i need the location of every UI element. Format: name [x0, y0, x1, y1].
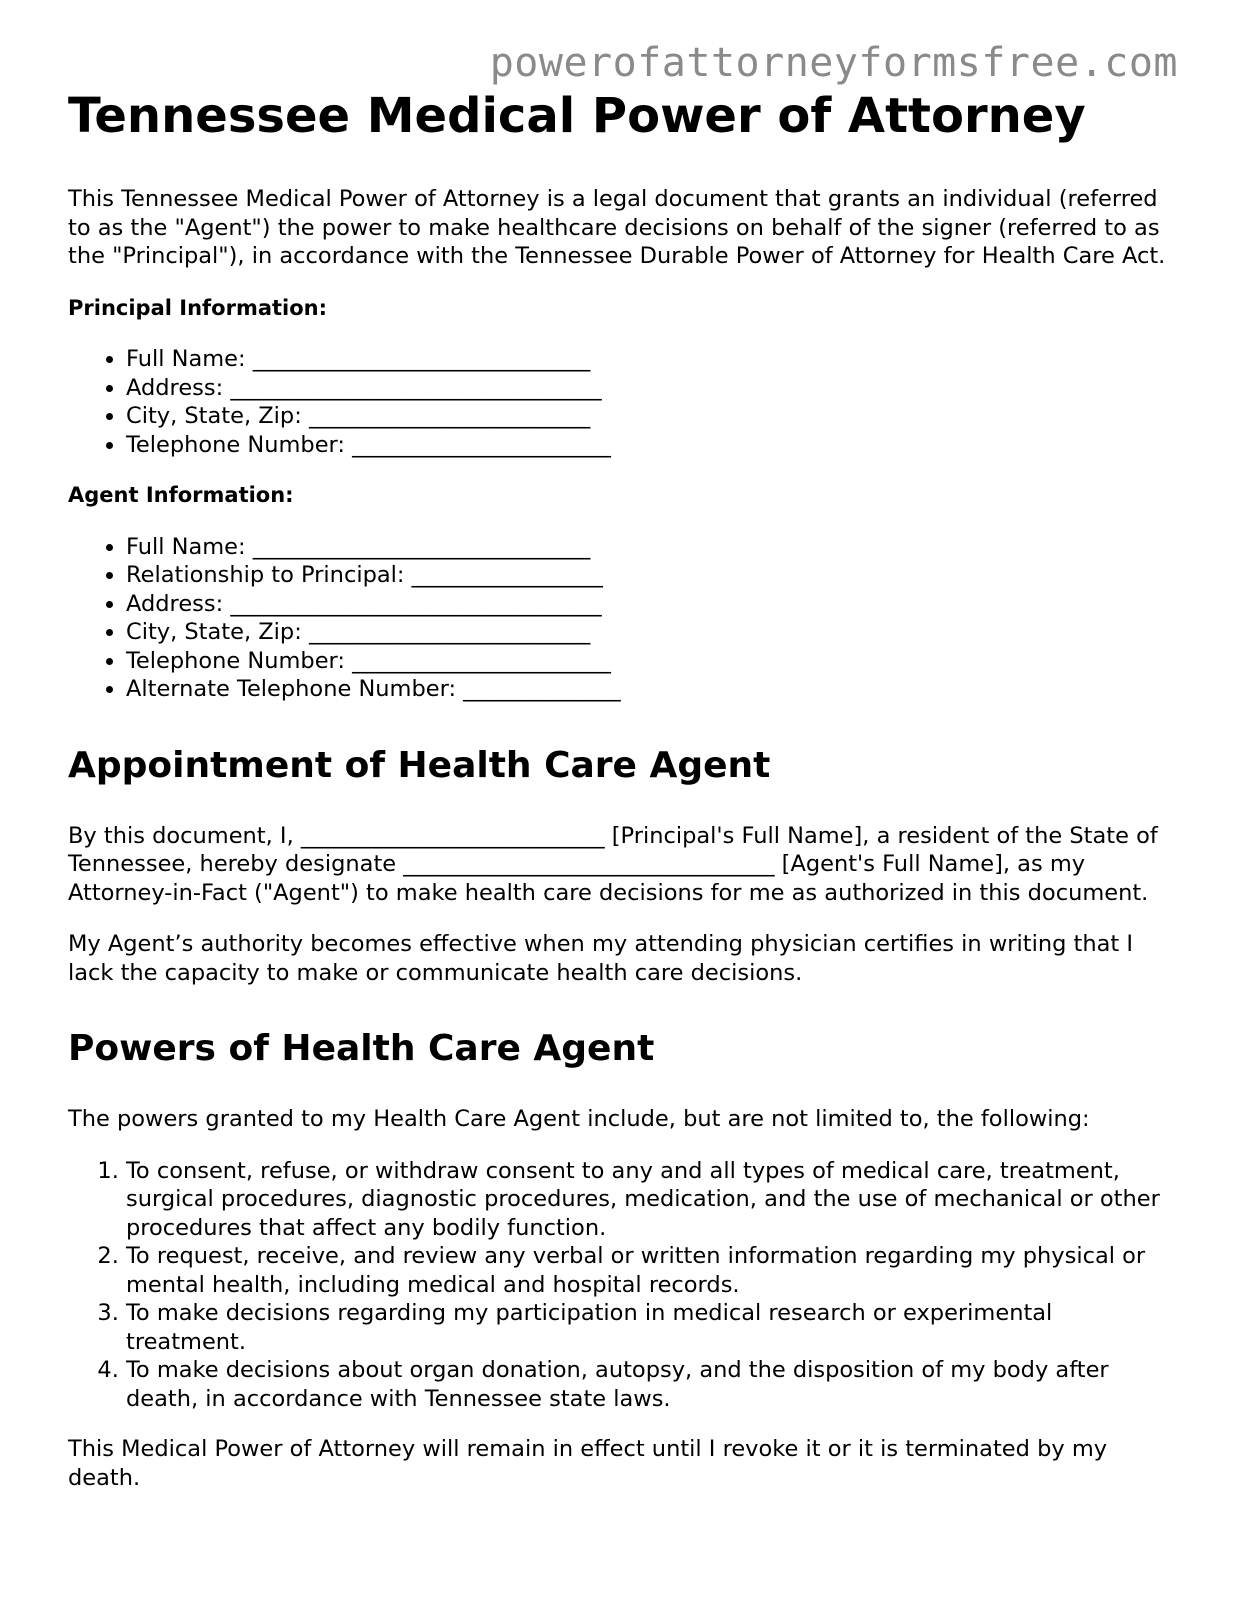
agent-alternate-telephone-field: • Alternate Telephone Number: ______________ — [126, 675, 1178, 704]
agent-full-name-field: • Full Name: ______________________________ — [126, 533, 1178, 562]
power-item: 1. To consent, refuse, or withdraw consent to any and all types of medical care, treatment, surgical procedures, diagnostic procedures, medication, and the use of mechanical or other procedures that affect any bodily function. — [126, 1157, 1178, 1243]
closing-paragraph: This Medical Power of Attorney will remain in effect until I revoke it or it is terminated by my death. — [68, 1436, 1108, 1491]
appointment-paragraph: By this document, I, ___________________________ [Principal's Full Name], a resident of the State of Tennessee, hereby designate _________________________________ [Agent's Full Name], as my Attorney-in-Fact ("Agent") to make health care decisions for me as authorized in this document. — [68, 822, 1158, 906]
watermark: powerofattorneyformsfree.com — [489, 40, 1178, 86]
principal-telephone-field: • Telephone Number: _______________________ — [126, 431, 1178, 460]
agent-city-state-zip-field: • City, State, Zip: _________________________ — [126, 618, 1178, 647]
power-item: 2. To request, receive, and review any verbal or written information regarding my physical or mental health, including medical and hospital records. — [126, 1242, 1178, 1299]
principal-city-state-zip-field: • City, State, Zip: _________________________ — [126, 402, 1178, 431]
powers-list — [68, 1157, 1178, 1414]
document-body — [68, 85, 1178, 1515]
principal-address-field: • Address: _________________________________ — [126, 374, 1178, 403]
agent-telephone-field: • Telephone Number: _______________________ — [126, 647, 1178, 676]
principal-full-name-field: • Full Name: ______________________________ — [126, 345, 1178, 374]
agent-relationship-field: • Relationship to Principal: _________________ — [126, 561, 1178, 590]
intro-paragraph: This Tennessee Medical Power of Attorney is a legal document that grants an individual (referred to as the "Agent") the power to make healthcare decisions on behalf of the signer (referred to as the "Principal"), in accordance with the Tennessee Durable Power of Attorney for Health Care Act. — [68, 186, 1166, 269]
principal-info-heading: Principal Information: — [68, 295, 328, 320]
power-item: 3. To make decisions regarding my participation in medical research or experimental treatment. — [126, 1299, 1178, 1356]
power-item: 4. To make decisions about organ donation, autopsy, and the disposition of my body after death, in accordance with Tennessee state laws. — [126, 1356, 1178, 1413]
agent-address-field: • Address: _________________________________ — [126, 590, 1178, 619]
authority-effective-paragraph: My Agent’s authority becomes effective when my attending physician certifies in writing that I lack the capacity to make or communicate health care decisions. — [68, 931, 1133, 986]
powers-heading: Powers of Health Care Agent — [68, 1028, 655, 1069]
document-title: Tennessee Medical Power of Attorney — [68, 88, 1086, 144]
principal-info-list — [68, 345, 1178, 459]
powers-intro: The powers granted to my Health Care Agent include, but are not limited to, the following: — [68, 1106, 1090, 1132]
appointment-heading: Appointment of Health Care Agent — [68, 744, 771, 786]
agent-info-heading: Agent Information: — [68, 483, 294, 507]
agent-info-list — [68, 533, 1178, 704]
